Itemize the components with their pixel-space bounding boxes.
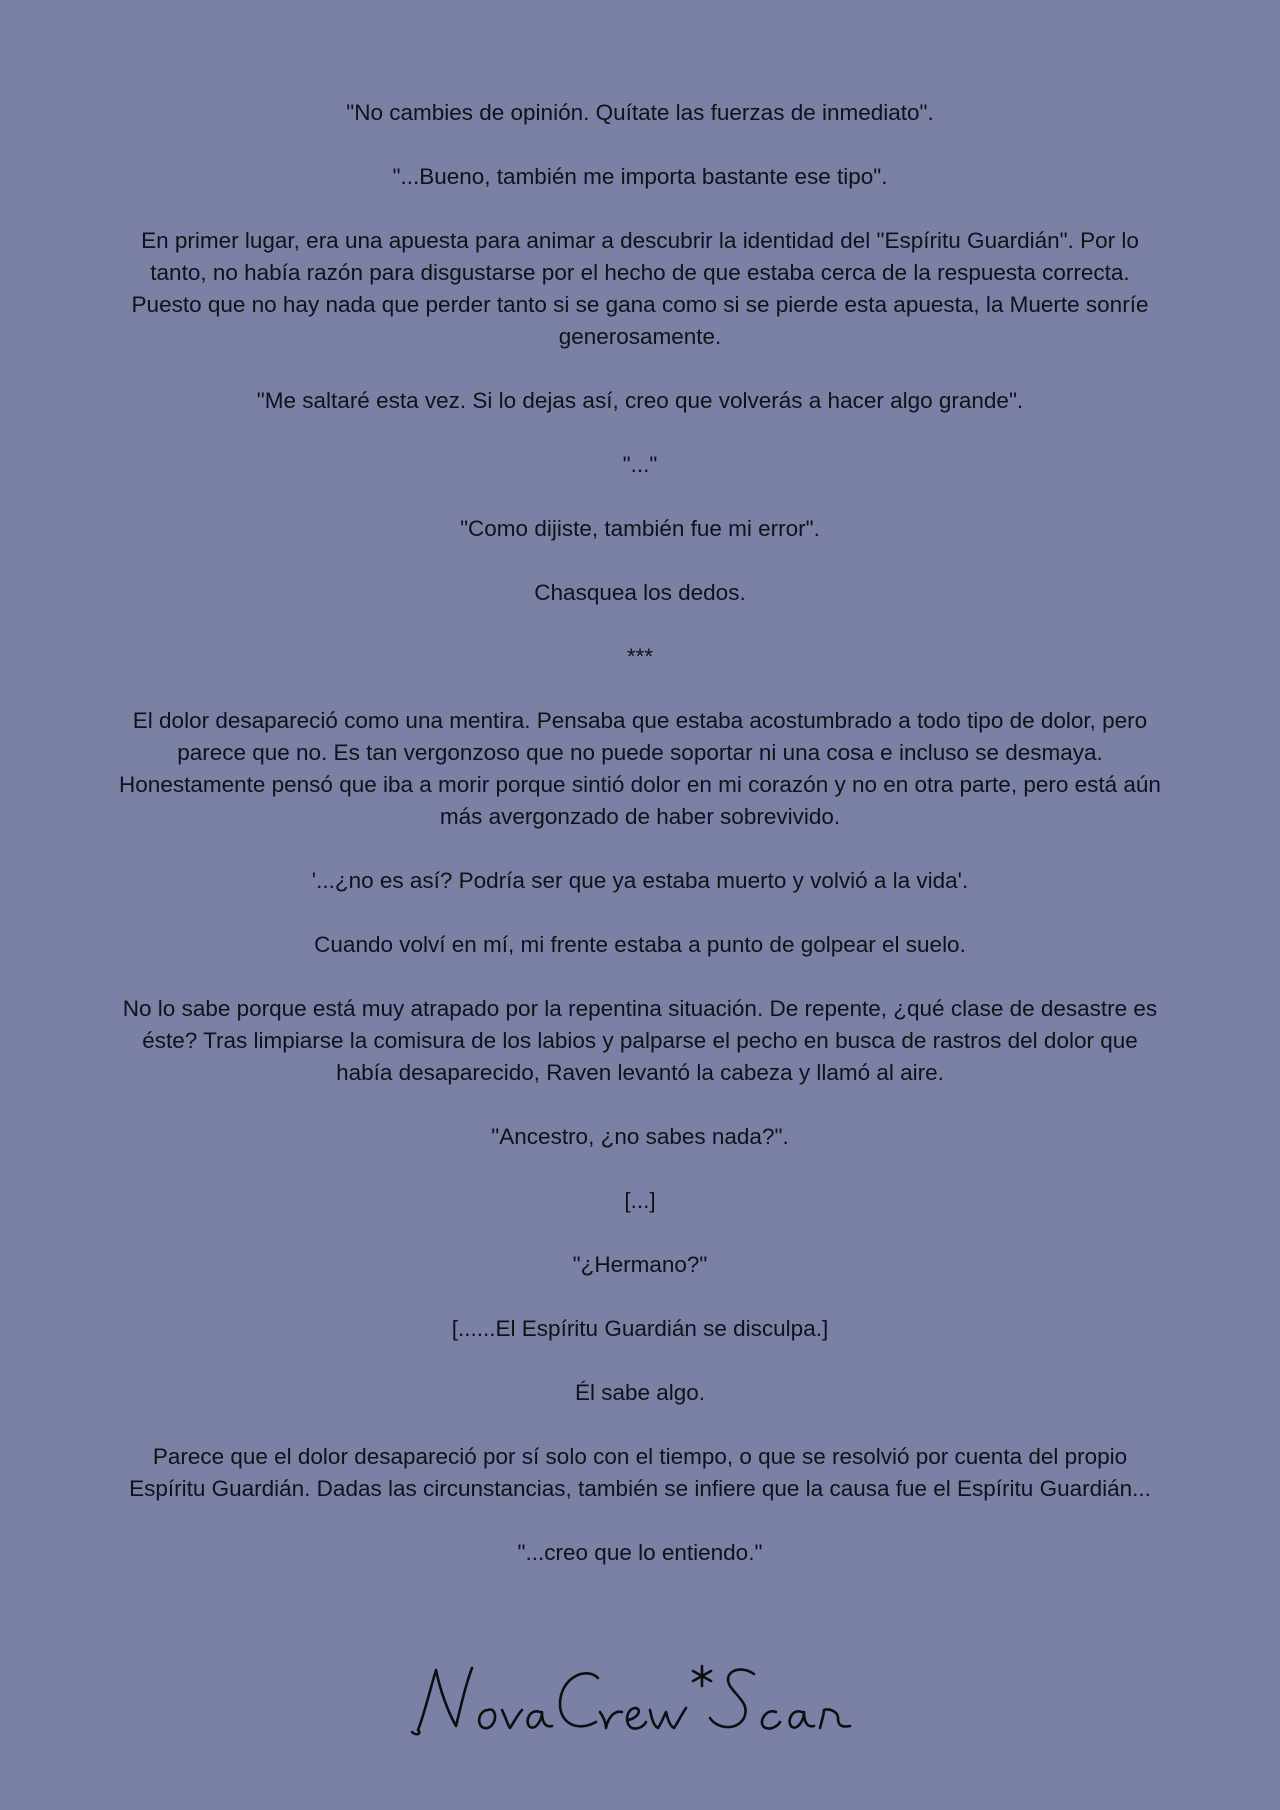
paragraph: "...creo que lo entiendo."	[517, 1540, 763, 1565]
paragraph: "Me saltaré esta vez. Si lo dejas así, creo que volverás a hacer algo grande".	[256, 388, 1024, 413]
scene-break: ***	[626, 644, 654, 669]
paragraph: Parece que el dolor desapareció por sí solo con el tiempo, o que se resolvió por cuenta del propio Espíritu Guardián. Dadas las circunstancias, también se infiere que la causa fue el Espíritu Guardián...	[129, 1444, 1151, 1501]
paragraph: "..."	[622, 452, 658, 477]
paragraph: En primer lugar, era una apuesta para animar a descubrir la identidad del "Espíritu Guardián". Por lo tanto, no había razón para disgustarse por el hecho de que estaba cerca de la respuesta correcta. Puesto que no hay nada que perder tanto si se gana como si se pierde esta apuesta, la Muerte sonríe generosamente.	[131, 228, 1149, 349]
scanlation-signature	[0, 1660, 1280, 1745]
paragraph: Él sabe algo.	[574, 1380, 706, 1405]
signature-logo	[410, 1660, 870, 1740]
paragraph: No lo sabe porque está muy atrapado por la repentina situación. De repente, ¿qué clase de desastre es éste? Tras limpiarse la comisura de los labios y palparse el pecho en busca de rastros del dolor que había desaparecido, Raven levantó la cabeza y llamó al aire.	[122, 996, 1158, 1085]
paragraph: "¿Hermano?"	[572, 1252, 708, 1277]
paragraph: Chasquea los dedos.	[534, 580, 746, 605]
chapter-text	[118, 97, 1162, 1601]
paragraph: "Como dijiste, también fue mi error".	[460, 516, 820, 541]
paragraph: Cuando volví en mí, mi frente estaba a punto de golpear el suelo.	[314, 932, 966, 957]
paragraph: "Ancestro, ¿no sabes nada?".	[491, 1124, 789, 1149]
paragraph: El dolor desapareció como una mentira. Pensaba que estaba acostumbrado a todo tipo de dolor, pero parece que no. Es tan vergonzoso que no puede soportar ni una cosa e incluso se desmaya. Honestamente pensó que iba a morir porque sintió dolor en mi corazón y no en otra parte, pero está aún más avergonzado de haber sobrevivido.	[119, 708, 1161, 829]
paragraph: [...]	[624, 1188, 656, 1213]
paragraph: "No cambies de opinión. Quítate las fuerzas de inmediato".	[346, 100, 934, 125]
paragraph: '...¿no es así? Podría ser que ya estaba muerto y volvió a la vida'.	[311, 868, 969, 893]
paragraph: [......El Espíritu Guardián se disculpa.]	[451, 1316, 829, 1341]
paragraph: "...Bueno, también me importa bastante ese tipo".	[392, 164, 888, 189]
